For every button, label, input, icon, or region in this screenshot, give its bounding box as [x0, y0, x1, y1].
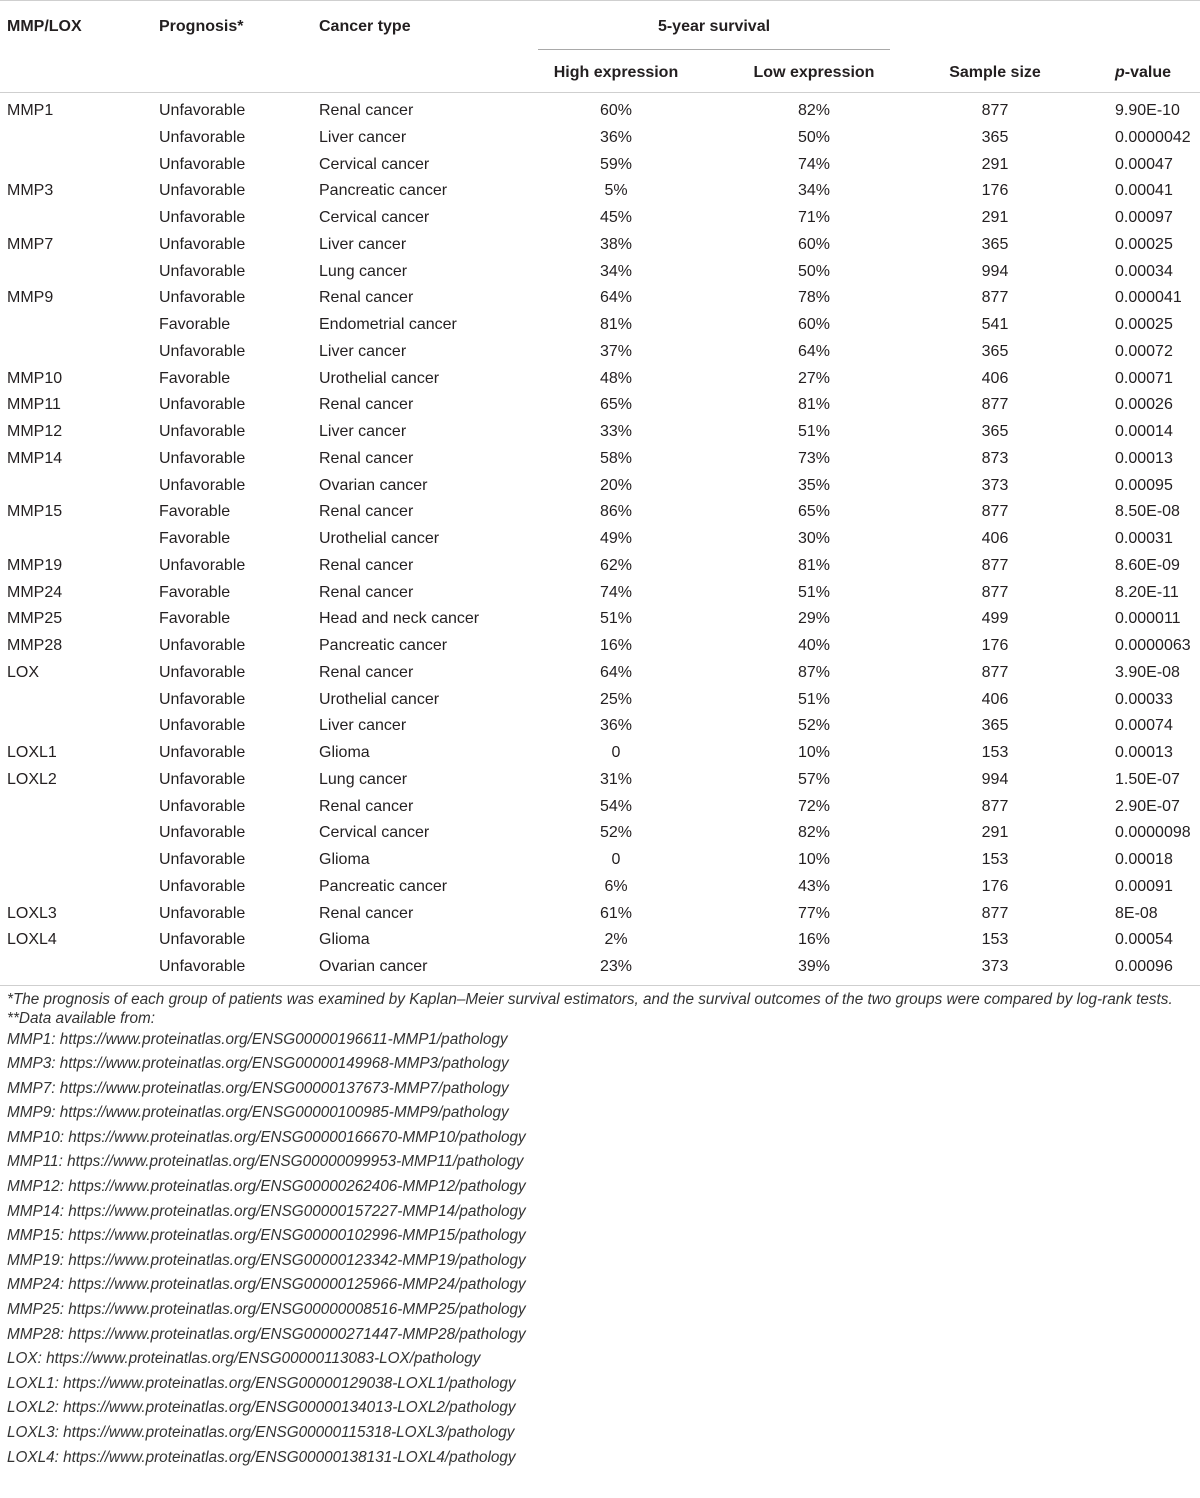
prognosis-cell: Unfavorable [159, 155, 246, 173]
p-value-cell: 0.00047 [1115, 155, 1173, 173]
p-value-cell: 0.0000042 [1115, 128, 1191, 146]
sample-size-cell: 877 [981, 663, 1009, 681]
cancer-type-cell: Lung cancer [319, 770, 408, 788]
sample-size-cell: 406 [981, 369, 1009, 387]
cancer-type-cell: Cervical cancer [319, 155, 430, 173]
p-value-cell: 1.50E-07 [1115, 770, 1180, 788]
p-value-cell: 0.00018 [1115, 851, 1173, 868]
high-expression-cell: 59% [599, 155, 633, 173]
low-expression-cell: 30% [797, 530, 831, 547]
cancer-type-cell: Cervical cancer [319, 209, 430, 226]
table-row [0, 419, 1200, 446]
table-row [0, 713, 1200, 740]
data-source-link[interactable]: MMP7: https://www.proteinatlas.org/ENSG00000137673-MMP7/pathology [7, 1079, 509, 1097]
low-expression-cell: 51% [797, 423, 831, 440]
sample-size-cell: 994 [981, 770, 1009, 788]
sample-size-cell: 153 [981, 931, 1009, 949]
prognosis-cell: Favorable [159, 610, 231, 628]
header-sample-size: Sample size [949, 64, 1041, 81]
sample-size-cell: 994 [981, 262, 1009, 280]
data-source-link[interactable]: MMP3: https://www.proteinatlas.org/ENSG00000149968-MMP3/pathology [7, 1055, 509, 1073]
high-expression-cell: 48% [599, 369, 633, 387]
sample-size-cell: 365 [981, 342, 1009, 360]
cancer-type-cell: Renal cancer [319, 904, 414, 922]
p-value-cell: 8.60E-09 [1115, 556, 1180, 574]
high-expression-cell: 33% [599, 423, 633, 440]
sample-size-cell: 499 [981, 610, 1009, 628]
p-value-cell: 3.90E-08 [1115, 663, 1180, 681]
data-source-link[interactable]: MMP14: https://www.proteinatlas.org/ENSG00000157227-MMP14/pathology [7, 1202, 526, 1220]
prognosis-cell: Unfavorable [159, 904, 246, 922]
sample-size-cell: 365 [981, 717, 1009, 735]
low-expression-cell: 81% [797, 396, 831, 414]
p-value-cell: 0.00054 [1115, 931, 1173, 949]
low-expression-cell: 10% [797, 851, 831, 868]
low-expression-cell: 57% [797, 770, 831, 788]
p-value-cell: 8.20E-11 [1115, 583, 1179, 601]
low-expression-cell: 81% [797, 556, 831, 574]
table-row [0, 606, 1200, 633]
table-row [0, 446, 1200, 473]
table-row [0, 205, 1200, 232]
low-expression-cell: 78% [797, 289, 831, 307]
p-value-cell: 0.00026 [1115, 396, 1173, 414]
low-expression-cell: 29% [797, 610, 831, 628]
high-expression-cell: 38% [599, 235, 633, 253]
header-p-italic: p [1115, 64, 1125, 81]
table-row [0, 392, 1200, 419]
sample-size-cell: 406 [981, 530, 1009, 547]
gene-cell: MMP24 [7, 583, 63, 601]
high-expression-cell: 52% [599, 824, 633, 842]
table-row [0, 526, 1200, 553]
table-row [0, 259, 1200, 286]
data-source-link[interactable]: LOX: https://www.proteinatlas.org/ENSG00000113083-LOX/pathology [7, 1350, 481, 1368]
cancer-type-cell: Renal cancer [319, 289, 414, 307]
data-source-link[interactable]: MMP19: https://www.proteinatlas.org/ENSG00000123342-MMP19/pathology [7, 1251, 526, 1269]
low-expression-cell: 77% [797, 904, 831, 922]
gene-cell: MMP1 [7, 102, 54, 119]
prognosis-cell: Unfavorable [159, 102, 246, 119]
high-expression-cell: 23% [599, 958, 633, 975]
prognosis-cell: Unfavorable [159, 182, 246, 200]
table-row [0, 874, 1200, 901]
table-body [0, 98, 1200, 981]
sample-size-cell: 153 [981, 851, 1009, 868]
table-row [0, 901, 1200, 928]
table-row [0, 767, 1200, 794]
cancer-type-cell: Liver cancer [319, 342, 407, 360]
gene-cell: MMP10 [7, 369, 63, 387]
sample-size-cell: 373 [981, 476, 1009, 494]
sample-size-cell: 291 [981, 155, 1009, 173]
prognosis-cell: Favorable [159, 583, 231, 601]
data-source-link[interactable]: MMP1: https://www.proteinatlas.org/ENSG00000196611-MMP1/pathology [7, 1030, 508, 1048]
high-expression-cell: 81% [599, 316, 633, 333]
header-prognosis: Prognosis* [159, 18, 244, 35]
high-expression-cell: 64% [599, 663, 633, 681]
data-source-link[interactable]: MMP11: https://www.proteinatlas.org/ENSG00000099953-MMP11/pathology [7, 1153, 524, 1171]
p-value-cell: 9.90E-10 [1115, 102, 1180, 119]
prognosis-cell: Favorable [159, 530, 231, 547]
prognosis-cell: Unfavorable [159, 931, 246, 949]
p-value-cell: 0.00014 [1115, 423, 1173, 440]
cancer-type-cell: Renal cancer [319, 797, 414, 815]
high-expression-cell: 31% [599, 770, 633, 788]
p-value-cell: 0.0000098 [1115, 824, 1191, 842]
sample-size-cell: 877 [981, 583, 1009, 601]
high-expression-cell: 65% [599, 396, 633, 414]
high-expression-cell: 60% [599, 102, 633, 119]
sample-size-cell: 877 [981, 556, 1009, 574]
data-source-link[interactable]: MMP25: https://www.proteinatlas.org/ENSG00000008516-MMP25/pathology [7, 1301, 526, 1319]
cancer-type-cell: Renal cancer [319, 663, 414, 681]
cancer-type-cell: Ovarian cancer [319, 476, 428, 494]
low-expression-cell: 40% [797, 637, 831, 654]
data-source-link[interactable]: LOXL4: https://www.proteinatlas.org/ENSG00000138131-LOXL4/pathology [7, 1448, 516, 1466]
data-source-link[interactable]: MMP12: https://www.proteinatlas.org/ENSG00000262406-MMP12/pathology [7, 1178, 526, 1196]
gene-cell: MMP3 [7, 182, 54, 200]
high-expression-cell: 61% [599, 904, 633, 922]
cancer-type-cell: Liver cancer [319, 717, 407, 735]
data-source-link[interactable]: MMP9: https://www.proteinatlas.org/ENSG00000100985-MMP9/pathology [7, 1104, 509, 1122]
p-value-cell: 0.00013 [1115, 744, 1173, 761]
data-source-link[interactable]: MMP28: https://www.proteinatlas.org/ENSG00000271447-MMP28/pathology [7, 1325, 526, 1343]
table-header [0, 0, 1200, 93]
cancer-type-cell: Pancreatic cancer [319, 637, 448, 654]
gene-cell: LOXL3 [7, 904, 57, 922]
low-expression-cell: 73% [797, 449, 831, 467]
header-survival-group: 5-year survival [657, 18, 771, 35]
low-expression-cell: 65% [797, 503, 831, 521]
table-row [0, 312, 1200, 339]
sample-size-cell: 176 [981, 877, 1009, 895]
gene-cell: MMP12 [7, 423, 63, 440]
table-row [0, 740, 1200, 767]
data-source-link[interactable]: LOXL3: https://www.proteinatlas.org/ENSG00000115318-LOXL3/pathology [7, 1424, 515, 1441]
table-row [0, 339, 1200, 366]
prognosis-cell: Unfavorable [159, 958, 246, 975]
low-expression-cell: 43% [797, 877, 831, 895]
table-row [0, 954, 1200, 981]
p-value-cell: 0.00095 [1115, 476, 1173, 494]
header-high-expression: High expression [553, 64, 679, 81]
cancer-type-cell: Renal cancer [319, 102, 414, 119]
sample-size-cell: 877 [981, 503, 1009, 521]
low-expression-cell: 35% [797, 476, 831, 494]
sample-size-cell: 877 [981, 396, 1009, 414]
cancer-type-cell: Ovarian cancer [319, 958, 428, 975]
prognosis-cell: Unfavorable [159, 877, 246, 895]
gene-cell: MMP28 [7, 637, 63, 654]
p-value-cell: 0.00072 [1115, 342, 1173, 360]
low-expression-cell: 39% [797, 958, 831, 975]
prognosis-cell: Unfavorable [159, 476, 246, 494]
high-expression-cell: 62% [599, 556, 633, 574]
low-expression-cell: 34% [797, 182, 831, 200]
low-expression-cell: 50% [797, 128, 831, 146]
table-row [0, 285, 1200, 312]
low-expression-cell: 72% [797, 797, 831, 815]
table-row [0, 366, 1200, 393]
high-expression-cell: 37% [599, 342, 633, 360]
table-row [0, 232, 1200, 259]
low-expression-cell: 50% [797, 262, 831, 280]
data-source-label: **Data available from: [7, 1009, 155, 1027]
gene-cell: MMP11 [7, 396, 61, 414]
p-value-cell: 0.000041 [1115, 289, 1182, 307]
table-row [0, 633, 1200, 660]
header-p-rest: -value [1124, 64, 1172, 81]
table-row [0, 178, 1200, 205]
low-expression-cell: 60% [797, 316, 831, 333]
gene-cell: MMP25 [7, 610, 63, 628]
high-expression-cell: 58% [599, 449, 633, 467]
prognosis-cell: Unfavorable [159, 797, 246, 815]
p-value-cell: 0.000011 [1115, 610, 1181, 628]
data-source-link[interactable]: LOXL2: https://www.proteinatlas.org/ENSG00000134013-LOXL2/pathology [7, 1399, 516, 1417]
gene-cell: LOXL4 [7, 931, 57, 949]
cancer-type-cell: Renal cancer [319, 583, 414, 601]
low-expression-cell: 64% [797, 342, 831, 360]
footnotes [7, 991, 1195, 1470]
prognosis-cell: Unfavorable [159, 235, 246, 253]
table-row [0, 927, 1200, 954]
sample-size-cell: 365 [981, 128, 1009, 146]
sample-size-cell: 877 [981, 797, 1009, 815]
sample-size-cell: 541 [981, 316, 1009, 333]
prognosis-cell: Unfavorable [159, 209, 246, 226]
prognosis-cell: Unfavorable [159, 744, 246, 761]
header-p-value [1115, 64, 1171, 82]
prognosis-cell: Unfavorable [159, 663, 246, 681]
prognosis-cell: Unfavorable [159, 396, 246, 414]
low-expression-cell: 27% [797, 369, 831, 387]
sample-size-cell: 153 [981, 744, 1009, 761]
sample-size-cell: 176 [981, 637, 1009, 654]
cancer-type-cell: Cervical cancer [319, 824, 430, 842]
p-value-cell: 0.00013 [1115, 449, 1173, 467]
data-source-links [7, 1028, 1195, 1471]
header-low-expression: Low expression [753, 64, 875, 81]
low-expression-cell: 60% [797, 235, 831, 253]
low-expression-cell: 16% [797, 931, 831, 949]
low-expression-cell: 51% [797, 583, 831, 601]
table-row [0, 660, 1200, 687]
gene-cell: LOX [7, 663, 40, 681]
high-expression-cell: 6% [604, 877, 628, 895]
high-expression-cell: 36% [599, 128, 633, 146]
high-expression-cell: 74% [599, 583, 633, 601]
prognosis-cell: Favorable [159, 503, 231, 521]
data-source-link[interactable]: MMP24: https://www.proteinatlas.org/ENSG00000125966-MMP24/pathology [7, 1276, 526, 1294]
cancer-type-cell: Liver cancer [319, 423, 407, 440]
prognosis-cell: Unfavorable [159, 449, 246, 467]
p-value-cell: 0.00041 [1115, 182, 1173, 200]
survival-span-rule [538, 49, 890, 50]
prognosis-cell: Favorable [159, 316, 231, 333]
prognosis-cell: Unfavorable [159, 824, 246, 842]
p-value-cell: 0.0000063 [1115, 637, 1191, 654]
cancer-type-cell: Pancreatic cancer [319, 182, 448, 200]
sample-size-cell: 176 [981, 182, 1009, 200]
header-cancer-type: Cancer type [319, 18, 411, 35]
gene-cell: LOXL2 [7, 770, 57, 788]
sample-size-cell: 877 [981, 289, 1009, 307]
data-source-link[interactable]: MMP15: https://www.proteinatlas.org/ENSG00000102996-MMP15/pathology [7, 1227, 526, 1245]
table-row [0, 473, 1200, 500]
cancer-type-cell: Renal cancer [319, 503, 414, 521]
prognosis-cell: Unfavorable [159, 770, 246, 788]
sample-size-cell: 877 [981, 904, 1009, 922]
data-source-link[interactable]: MMP10: https://www.proteinatlas.org/ENSG00000166670-MMP10/pathology [7, 1128, 526, 1146]
prognosis-cell: Unfavorable [159, 128, 246, 146]
p-value-cell: 0.00034 [1115, 262, 1173, 280]
cancer-type-cell: Head and neck cancer [319, 610, 480, 628]
cancer-type-cell: Urothelial cancer [319, 369, 440, 387]
prognosis-cell: Unfavorable [159, 690, 246, 708]
prognosis-footnote: *The prognosis of each group of patients was examined by Kaplan–Meier survival estimators, and the survival outcomes of the two groups were compared by log-rank tests. [7, 991, 1173, 1008]
table-row [0, 820, 1200, 847]
high-expression-cell: 2% [604, 931, 628, 949]
p-value-cell: 8.50E-08 [1115, 503, 1180, 521]
table-row [0, 98, 1200, 125]
table-row [0, 553, 1200, 580]
prognosis-cell: Unfavorable [159, 717, 246, 735]
table-row [0, 499, 1200, 526]
gene-cell: LOXL1 [7, 744, 57, 761]
high-expression-cell: 49% [599, 530, 633, 547]
low-expression-cell: 51% [797, 690, 831, 708]
prognosis-cell: Unfavorable [159, 556, 246, 574]
cancer-type-cell: Pancreatic cancer [319, 877, 448, 895]
table-bottom-rule [0, 985, 1200, 986]
high-expression-cell: 20% [599, 476, 633, 494]
sample-size-cell: 365 [981, 235, 1009, 253]
low-expression-cell: 82% [797, 824, 831, 842]
prognosis-cell: Unfavorable [159, 423, 246, 440]
cancer-type-cell: Renal cancer [319, 556, 414, 574]
table-row [0, 687, 1200, 714]
high-expression-cell: 36% [599, 717, 633, 735]
high-expression-cell: 34% [599, 262, 633, 280]
table-row [0, 847, 1200, 874]
prognosis-cell: Unfavorable [159, 262, 246, 280]
cancer-type-cell: Glioma [319, 931, 370, 949]
cancer-type-cell: Urothelial cancer [319, 530, 440, 547]
table-row [0, 580, 1200, 607]
data-source-link[interactable]: LOXL1: https://www.proteinatlas.org/ENSG00000129038-LOXL1/pathology [7, 1374, 516, 1392]
high-expression-cell: 16% [599, 637, 633, 654]
p-value-cell: 0.00031 [1115, 530, 1173, 547]
high-expression-cell: 0 [611, 744, 621, 761]
gene-cell: MMP14 [7, 449, 63, 467]
prognosis-cell: Unfavorable [159, 342, 246, 360]
high-expression-cell: 25% [599, 690, 633, 708]
high-expression-cell: 5% [604, 182, 628, 200]
p-value-cell: 0.00071 [1115, 369, 1173, 387]
cancer-type-cell: Urothelial cancer [319, 690, 440, 708]
p-value-cell: 0.00033 [1115, 690, 1173, 708]
cancer-type-cell: Renal cancer [319, 396, 414, 414]
high-expression-cell: 45% [599, 209, 633, 226]
cancer-type-cell: Liver cancer [319, 235, 407, 253]
sample-size-cell: 373 [981, 958, 1009, 975]
low-expression-cell: 87% [797, 663, 831, 681]
cancer-type-cell: Liver cancer [319, 128, 407, 146]
low-expression-cell: 52% [797, 717, 831, 735]
table-row [0, 125, 1200, 152]
gene-cell: MMP19 [7, 556, 63, 574]
p-value-cell: 8E-08 [1115, 904, 1158, 922]
sample-size-cell: 877 [981, 102, 1009, 119]
p-value-cell: 0.00025 [1115, 235, 1173, 253]
table-row [0, 152, 1200, 179]
prognosis-cell: Unfavorable [159, 289, 246, 307]
high-expression-cell: 64% [599, 289, 633, 307]
cancer-type-cell: Glioma [319, 744, 370, 761]
low-expression-cell: 71% [797, 209, 831, 226]
high-expression-cell: 54% [599, 797, 633, 815]
sample-size-cell: 365 [981, 423, 1009, 440]
cancer-type-cell: Glioma [319, 851, 370, 868]
p-value-cell: 0.00025 [1115, 316, 1173, 333]
low-expression-cell: 10% [797, 744, 831, 761]
prognosis-cell: Unfavorable [159, 851, 246, 868]
high-expression-cell: 0 [611, 851, 621, 868]
sample-size-cell: 291 [981, 209, 1009, 226]
prognosis-cell: Unfavorable [159, 637, 246, 654]
p-value-cell: 0.00074 [1115, 717, 1173, 735]
cancer-type-cell: Renal cancer [319, 449, 414, 467]
p-value-cell: 2.90E-07 [1115, 797, 1180, 815]
high-expression-cell: 86% [599, 503, 633, 521]
table-row [0, 794, 1200, 821]
header-gene: MMP/LOX [7, 18, 82, 35]
gene-cell: MMP9 [7, 289, 54, 307]
sample-size-cell: 291 [981, 824, 1009, 842]
cancer-type-cell: Endometrial cancer [319, 316, 457, 333]
cancer-type-cell: Lung cancer [319, 262, 408, 280]
prognosis-cell: Favorable [159, 369, 231, 387]
sample-size-cell: 873 [981, 449, 1009, 467]
p-value-cell: 0.00096 [1115, 958, 1173, 975]
low-expression-cell: 82% [797, 102, 831, 119]
low-expression-cell: 74% [797, 155, 831, 173]
sample-size-cell: 406 [981, 690, 1009, 708]
gene-cell: MMP15 [7, 503, 63, 521]
high-expression-cell: 51% [599, 610, 633, 628]
gene-cell: MMP7 [7, 235, 54, 253]
p-value-cell: 0.00097 [1115, 209, 1173, 226]
p-value-cell: 0.00091 [1115, 877, 1173, 895]
